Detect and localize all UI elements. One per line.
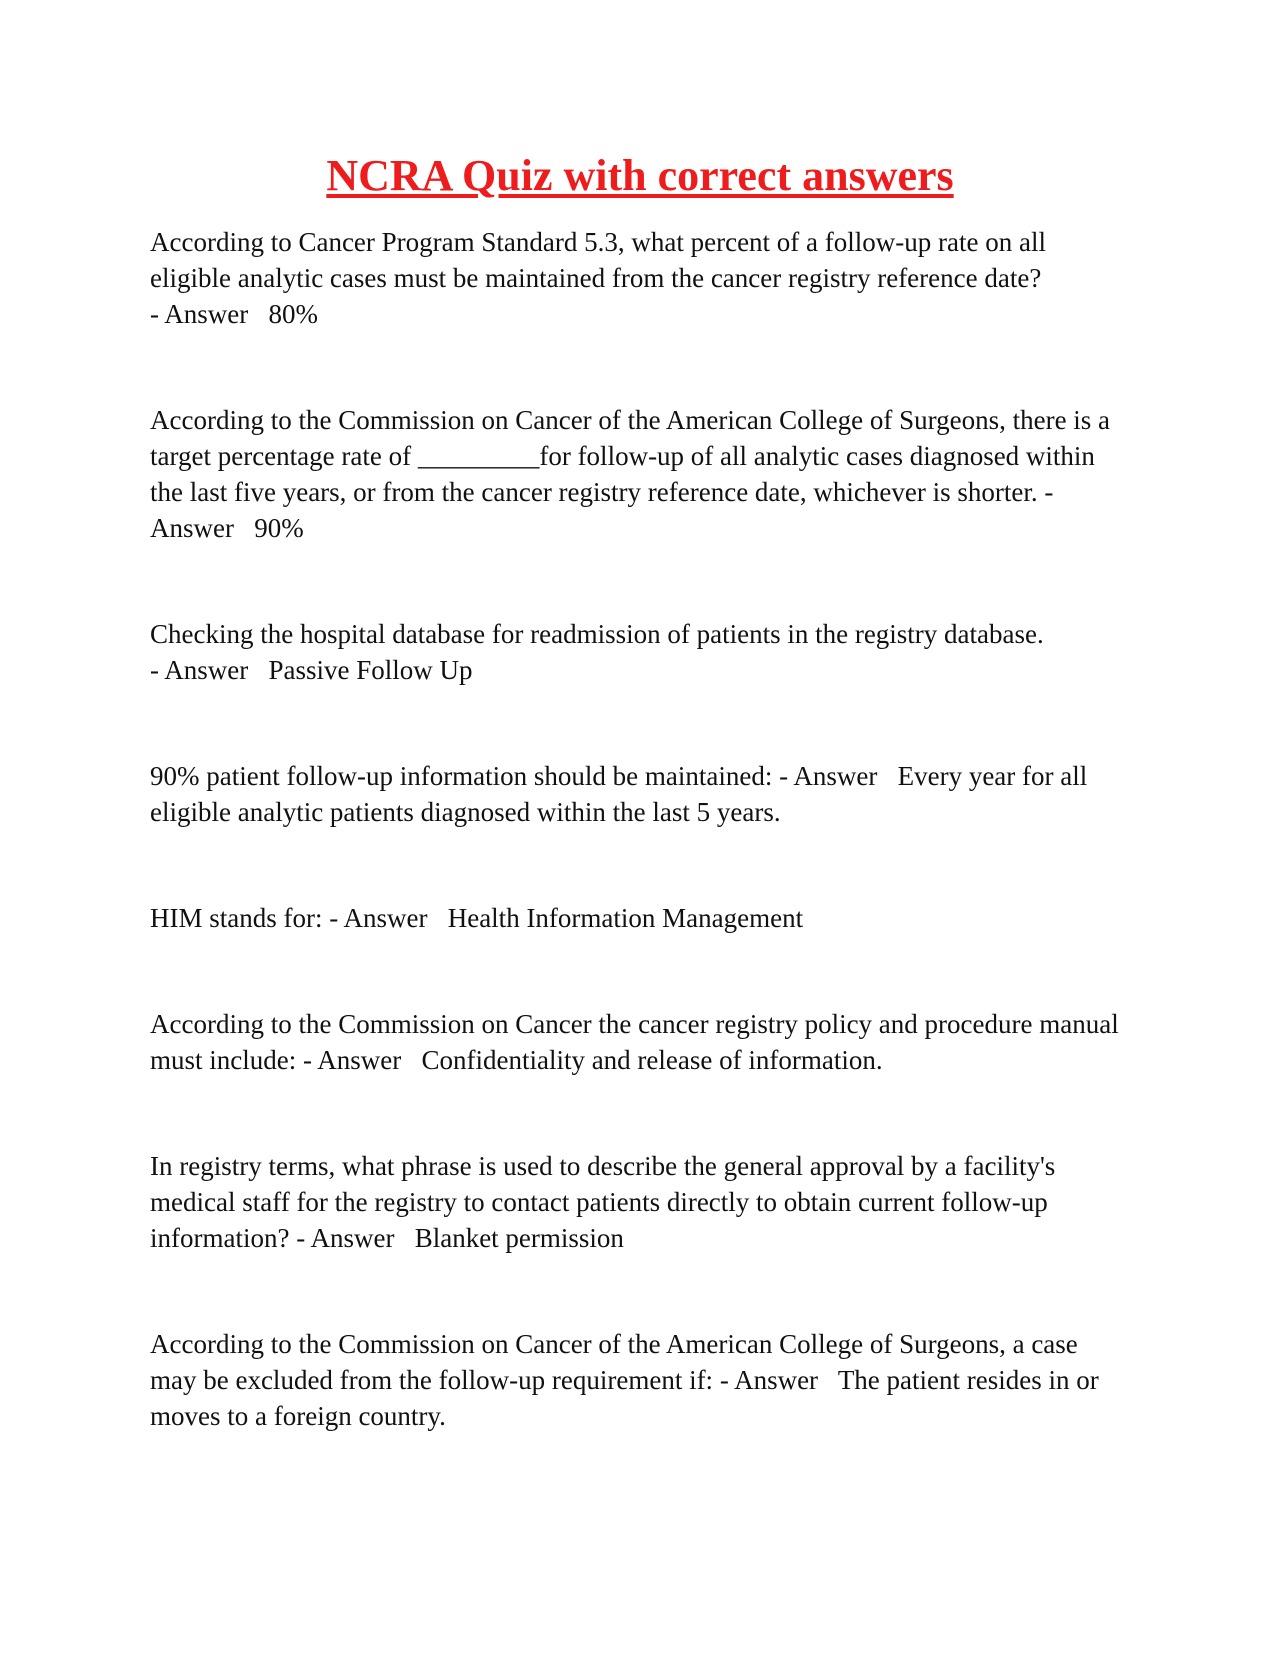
answer-text: Passive Follow Up [268,655,473,685]
answer-text: Confidentiality and release of information. [421,1045,883,1075]
answer-label: - Answer [150,299,249,329]
answer-label: - Answer [150,477,1054,543]
qa-item-1 [150,224,1130,332]
answer-label: - Answer [302,1045,402,1075]
question-text: According to the Commission on Cancer the cancer registry policy and procedure manual must include: [150,1009,1119,1075]
qa-item-8 [150,1326,1130,1434]
answer-text: Every year for all eligible analytic patients diagnosed within the last 5 years. [150,761,1088,827]
question-text: According to the Commission on Cancer of the American College of Surgeons, there is a target percentage rate of _________for follow-up of all analytic cases diagnosed within the last five years, or from the cancer registry reference date, whichever is shorter. [150,405,1111,507]
qa-item-5 [150,900,1130,936]
answer-text: Health Information Management [447,903,804,933]
question-text: Checking the hospital database for readmission of patients in the registry database. [150,619,1044,649]
answer-label: - Answer [719,1365,819,1395]
question-text: In registry terms, what phrase is used to describe the general approval by a facility's medical staff for the registry to contact patients directly to obtain current follow-up information? [150,1151,1056,1253]
question-text: According to Cancer Program Standard 5.3, what percent of a follow-up rate on all eligible analytic cases must be maintained from the cancer registry reference date? [150,227,1046,293]
answer-text: The patient resides in or moves to a foreign country. [150,1365,1099,1431]
question-text: 90% patient follow-up information should be maintained: [150,761,773,791]
answer-label: - Answer [150,655,249,685]
question-text: HIM stands for: [150,903,323,933]
qa-item-2 [150,402,1130,546]
document-title: NCRA Quiz with correct answers [326,151,954,200]
answer-label: - Answer [329,903,428,933]
answer-text: Blanket permission [414,1223,624,1253]
qa-item-3 [150,616,1130,688]
question-text: According to the Commission on Cancer of the American College of Surgeons, a case may be excluded from the follow-up requirement if: [150,1329,1078,1395]
qa-item-6 [150,1006,1130,1078]
answer-text: 80% [268,299,318,329]
answer-label: - Answer [296,1223,395,1253]
answer-label: - Answer [779,761,878,791]
qa-item-4 [150,758,1130,830]
answer-text: 90% [254,513,304,543]
qa-item-7 [150,1148,1130,1256]
